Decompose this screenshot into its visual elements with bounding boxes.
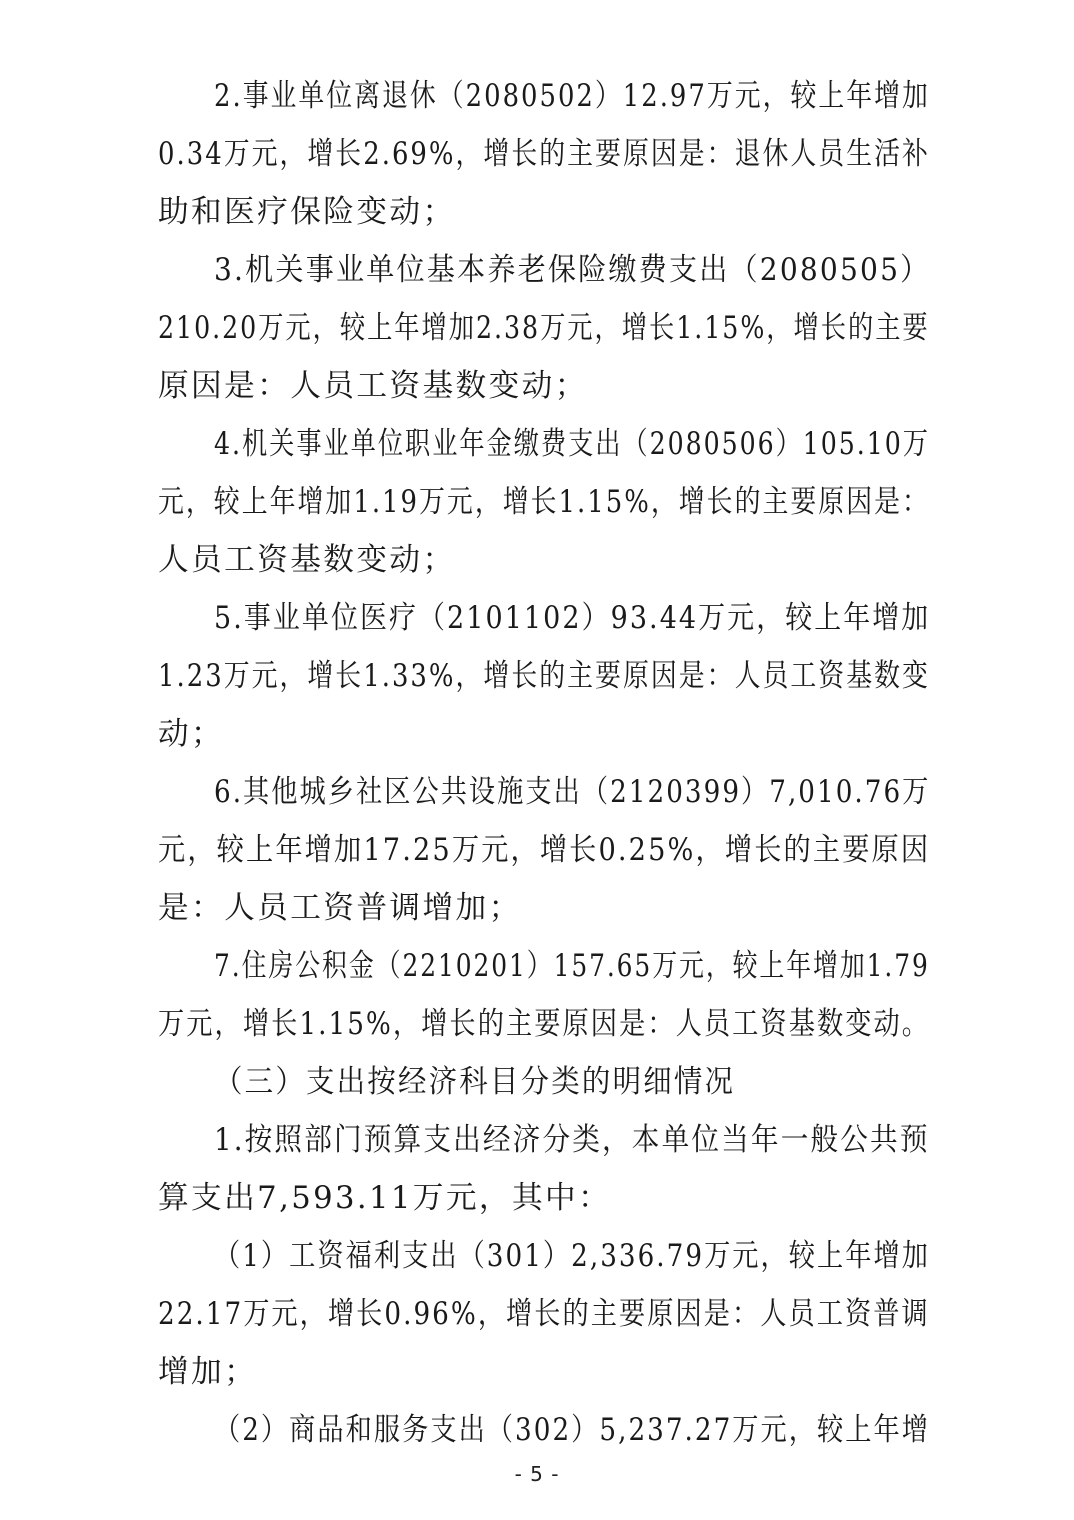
text-line: 22.17万元，增长0.96%，增长的主要原因是：人员工资普调 (158, 1296, 930, 1332)
section-heading: （三）支出按经济科目分类的明细情况 (214, 1064, 736, 1100)
text-line: 6.其他城乡社区公共设施支出（2120399）7,010.76万 (214, 774, 931, 810)
text-line: 3.机关事业单位基本养老保险缴费支出（2080505） (214, 252, 931, 288)
text-line: 原因是：人员工资基数变动； (158, 368, 588, 404)
text-line: 助和医疗保险变动； (158, 194, 456, 230)
text-line: 动； (158, 716, 225, 752)
text-line: 元，较上年增加17.25万元，增长0.25%，增长的主要原因 (158, 832, 931, 868)
text-line: 5.事业单位医疗（2101102）93.44万元，较上年增加 (214, 600, 931, 636)
text-line: 增加； (158, 1354, 258, 1390)
text-line: 万元，增长1.15%，增长的主要原因是：人员工资基数变动。 (158, 1006, 931, 1042)
text-line: （2）商品和服务支出（302）5,237.27万元，较上年增 (214, 1412, 930, 1448)
text-line: 2.事业单位离退休（2080502）12.97万元，较上年增加 (214, 78, 930, 114)
text-line: 算支出7,593.11万元，其中： (158, 1180, 612, 1216)
text-line: 4.机关事业单位职业年金缴费支出（2080506）105.10万 (214, 426, 930, 462)
page-number: - 5 - (514, 1462, 560, 1486)
text-line: 7.住房公积金（2210201）157.65万元，较上年增加1.79 (214, 948, 930, 984)
text-line: 1.按照部门预算支出经济分类，本单位当年一般公共预 (214, 1122, 930, 1158)
text-line: 人员工资基数变动； (158, 542, 456, 578)
text-line: 元，较上年增加1.19万元，增长1.15%，增长的主要原因是： (158, 484, 930, 520)
text-line: 210.20万元，较上年增加2.38万元，增长1.15%，增长的主要 (158, 310, 930, 346)
text-line: 0.34万元，增长2.69%，增长的主要原因是：退休人员生活补 (158, 136, 930, 172)
text-line: （1）工资福利支出（301）2,336.79万元，较上年增加 (214, 1238, 930, 1274)
text-line: 是：人员工资普调增加； (158, 890, 522, 926)
text-line: 1.23万元，增长1.33%，增长的主要原因是：人员工资基数变 (158, 658, 930, 694)
